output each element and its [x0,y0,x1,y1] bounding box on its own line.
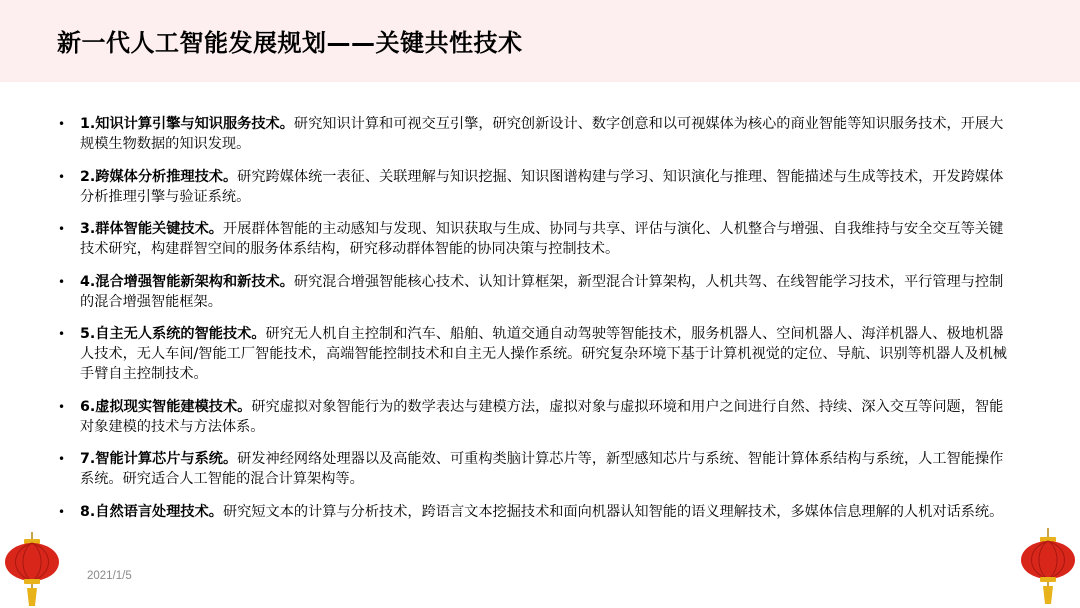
item-heading: 7.智能计算芯片与系统。 [80,451,238,467]
list-item [58,397,1008,437]
bullet-dot: • [58,399,66,414]
item-body: 研究无人机自主控制和汽车、船舶、轨道交通自动驾驶等智能技术，服务机器人、空间机器人、海洋机器人、极地机器人技术，无人车间/智能工厂智能技术，高端智能控制技术和自主无人操作系统。研究复杂环境下基于计算机视觉的定位、导航、识别等机器人及机械手臂自主控制技术。 [80,326,1007,382]
list-item [58,114,1008,154]
item-heading: 6.虚拟现实智能建模技术。 [80,398,252,415]
item-body: 研究知识计算和可视交互引擎，研究创新设计、数字创意和以可视媒体为核心的商业智能等知识服务技术，开展大规模生物数据的知识发现。 [80,116,1004,152]
item-heading: 2.跨媒体分析推理技术。 [80,168,238,185]
list-item [58,502,1008,522]
list-item [58,219,1008,259]
bullet-list [58,114,1008,534]
item-heading: 1.知识计算引擎与知识服务技术。 [80,116,294,132]
bullet-dot: • [58,327,66,341]
list-item [58,449,1008,489]
item-body: 研究短文本的计算与分析技术，跨语言文本挖掘技术和面向机器认知智能的语义理解技术，多媒体信息理解的人机对话系统。 [222,503,1004,520]
bullet-dot: • [58,452,66,466]
item-heading: 5.自主无人系统的智能技术。 [80,326,266,342]
item-body: 开展群体智能的主动感知与发现、知识获取与生成、协同与共享、评估与演化、人机整合与增强、自我维持与安全交互等关键技术研究，构建群智空间的服务体系结构，研究移动群体智能的协同决策与控制技术。 [80,221,1004,257]
item-heading: 4.混合增强智能新架构和新技术。 [80,273,294,290]
item-body: 研究跨媒体统一表征、关联理解与知识挖掘、知识图谱构建与学习、知识演化与推理、智能描述与生成等技术，开发跨媒体分析推理引擎与验证系统。 [80,168,1004,205]
lantern-icon [1018,528,1078,606]
item-body: 研究虚拟对象智能行为的数学表达与建模方法，虚拟对象与虚拟环境和用户之间进行自然、持续、深入交互等问题，智能对象建模的技术与方法体系。 [80,398,1004,435]
list-item [58,272,1008,312]
item-body: 研究混合增强智能核心技术、认知计算框架，新型混合计算架构，人机共驾、在线智能学习技术，平行管理与控制的混合增强智能框架。 [80,273,1004,310]
slide-date: 2021/1/5 [87,570,132,582]
bullet-dot: • [58,117,66,131]
item-heading: 3.群体智能关键技术。 [80,221,223,237]
bullet-dot: • [58,222,66,236]
lantern-icon [2,532,62,608]
bullet-dot: • [58,169,66,184]
item-heading: 8.自然语言处理技术。 [80,503,223,520]
page-title: 新一代人工智能发展规划——关键共性技术 [57,29,523,57]
item-body: 研发神经网络处理器以及高能效、可重构类脑计算芯片等，新型感知芯片与系统、智能计算体系结构与系统，人工智能操作系统。研究适合人工智能的混合计算架构等。 [80,451,1004,487]
list-item [58,324,1008,384]
bullet-dot: • [58,274,66,289]
bullet-dot: • [58,504,66,519]
list-item [58,167,1008,207]
